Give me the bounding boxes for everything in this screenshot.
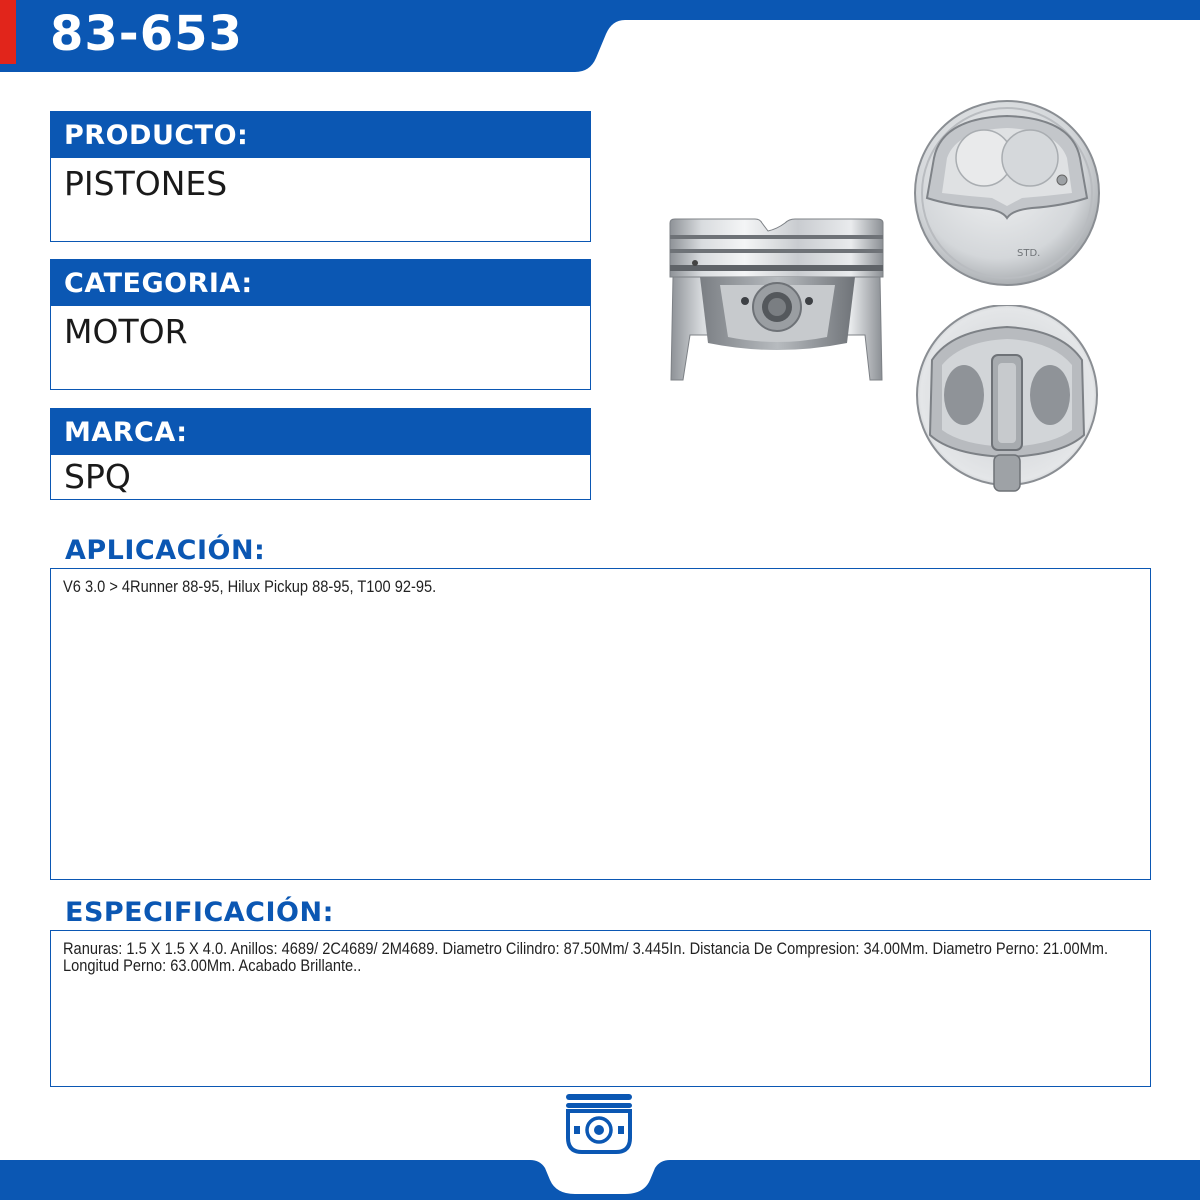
piston-bottom-image <box>912 305 1102 500</box>
categoria-value: MOTOR <box>64 312 188 351</box>
categoria-box <box>50 259 591 390</box>
footer-category-label: MOTOR <box>567 1162 631 1180</box>
std-marking: STD. <box>1017 248 1041 259</box>
producto-box <box>50 111 591 242</box>
aplicacion-text: V6 3.0 > 4Runner 88-95, Hilux Pickup 88-95, T100 92-95. <box>63 577 437 596</box>
marca-box <box>50 408 591 500</box>
aplicacion-heading: APLICACIÓN: <box>65 535 266 566</box>
piston-icon <box>560 1092 638 1163</box>
marca-value: SPQ <box>64 457 131 496</box>
marca-label: MARCA: <box>51 409 590 455</box>
especificacion-box <box>50 930 1151 1087</box>
piston-side-image <box>665 215 890 390</box>
producto-value: PISTONES <box>64 164 228 203</box>
categoria-label: CATEGORIA: <box>51 260 590 306</box>
piston-top-image <box>912 98 1102 293</box>
aplicacion-box <box>50 568 1151 880</box>
especificacion-text: Ranuras: 1.5 X 1.5 X 4.0. Anillos: 4689/ 2C4689/ 2M4689. Diametro Cilindro: 87.50Mm/ 3.445In. Distancia De Compresion: 34.00Mm. Diametro Perno: 21.00Mm. Longitud Perno: 63.00Mm. Acabado Brillante.. <box>63 939 1109 975</box>
producto-label: PRODUCTO: <box>51 112 590 158</box>
part-number-title: 83-653 <box>50 6 243 62</box>
especificacion-heading: ESPECIFICACIÓN: <box>65 897 334 928</box>
